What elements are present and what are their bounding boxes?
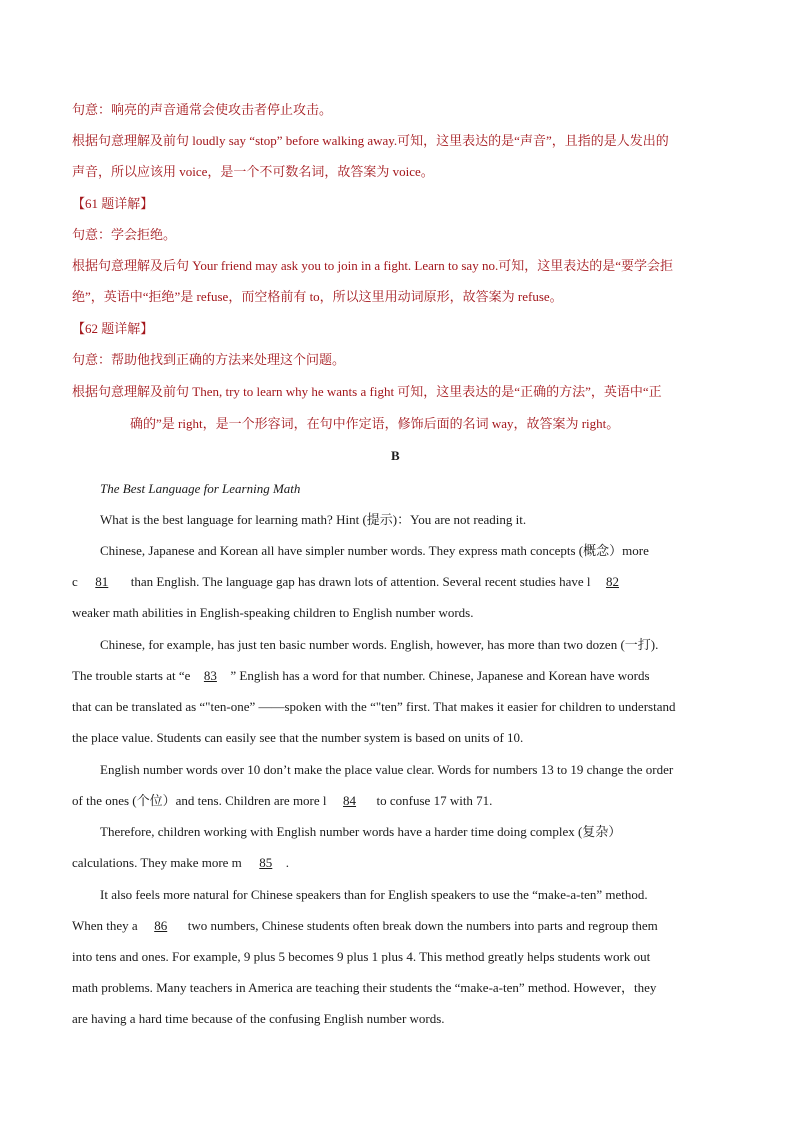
paragraph-2-line1: Chinese, Japanese and Korean all have simpler number words. They express math concepts (概念）more [100,543,649,558]
paragraph-6-line5: are having a hard time because of the confusing English number words. [72,1011,445,1026]
blank-81[interactable]: 81 [95,574,109,589]
blank-84[interactable]: 84 [343,793,357,808]
paragraph-6-line1: It also feels more natural for Chinese speakers than for English speakers to use the “make-a-ten” method. [100,887,648,902]
paragraph-6-line2: When they a 86 two numbers, Chinese students often break down the numbers into parts and regroup them [72,918,658,933]
q61-reason-line1: 根据句意理解及后句 Your friend may ask you to join in a fight. Learn to say no.可知，这里表达的是“要学会拒 [72,258,673,273]
blank-83[interactable]: 83 [203,668,217,683]
paragraph-6-line4: math problems. Many teachers in America are teaching their students the “make-a-ten” method. However，they [72,980,657,995]
paragraph-3-line1: Chinese, for example, has just ten basic number words. English, however, has more than two dozen (一打). [100,637,659,652]
paragraph-4-line1: English number words over 10 don’t make the place value clear. Words for numbers 13 to 19 change the order [100,762,674,777]
passage-title: The Best Language for Learning Math [100,481,301,496]
section-label: B [391,448,400,463]
paragraph-3-line2: The trouble starts at “e 83 ” English has a word for that number. Chinese, Japanese and Korean have words [72,668,650,683]
q61-reason-line2: 绝”，英语中“拒绝”是 refuse，而空格前有 to，所以这里用动词原形，故答案为 refuse。 [72,289,563,304]
blank-85[interactable]: 85 [259,855,273,870]
q62-meaning: 句意：帮助他找到正确的方法来处理这个问题。 [72,352,346,367]
q62-reason-line1: 根据句意理解及前句 Then, try to learn why he wants a fight 可知，这里表达的是“正确的方法”，英语中“正 [72,384,662,399]
paragraph-2-line3: weaker math abilities in English-speaking children to English number words. [72,605,474,620]
paragraph-4-line2: of the ones (个位）and tens. Children are more l 84 to confuse 17 with 71. [72,793,493,808]
q62-heading: 【62 题详解】 [72,321,154,336]
paragraph-3-line3: that can be translated as “"ten-one” ——spoken with the “"ten” first. That makes it easier for children to understand [72,699,676,714]
paragraph-1: What is the best language for learning math? Hint (提示)：You are not reading it. [100,512,527,527]
q60-reason-line1: 根据句意理解及前句 loudly say “stop” before walking away.可知，这里表达的是“声音”，且指的是人发出的 [72,133,669,148]
q62-reason-line2: 确的”是 right，是一个形容词，在句中作定语，修饰后面的名词 way，故答案为 right。 [130,416,620,431]
q61-meaning: 句意：学会拒绝。 [72,227,177,242]
q60-reason-line2: 声音，所以应该用 voice，是一个不可数名词，故答案为 voice。 [72,164,434,179]
paragraph-3-line4: the place value. Students can easily see that the number system is based on units of 10. [72,730,524,745]
paragraph-2-line2: c 81 than English. The language gap has drawn lots of attention. Several recent studies have l 82 [72,573,634,591]
q61-heading: 【61 题详解】 [72,196,154,211]
blank-82[interactable]: 82 [605,574,619,589]
blank-86[interactable]: 86 [154,918,168,933]
paragraph-5-line1: Therefore, children working with English number words have a harder time doing complex (复杂） [100,824,622,839]
paragraph-6-line3: into tens and ones. For example, 9 plus 5 becomes 9 plus 1 plus 4. This method greatly helps students work out [72,949,651,964]
q60-meaning: 句意：响亮的声音通常会使攻击者停止攻击。 [72,102,333,117]
paragraph-5-line2: calculations. They make more m 85 . [72,855,290,870]
